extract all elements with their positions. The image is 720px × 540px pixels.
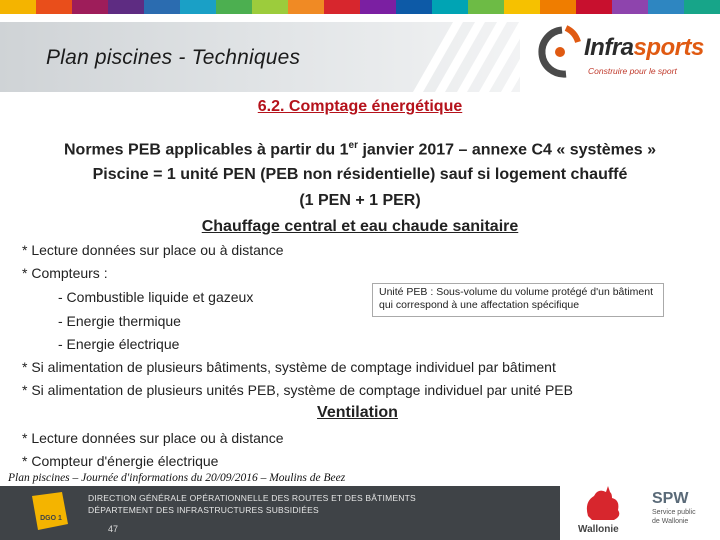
logo-wordmark: Infrasports <box>584 34 704 61</box>
top-strip-segment <box>576 0 612 14</box>
top-strip-segment <box>72 0 108 14</box>
top-strip-segment <box>612 0 648 14</box>
top-color-strip <box>0 0 720 14</box>
list-item: * Lecture données sur place ou à distance <box>22 242 284 258</box>
top-strip-segment <box>36 0 72 14</box>
top-strip-segment <box>648 0 684 14</box>
top-strip-segment <box>216 0 252 14</box>
norms-line: Normes PEB applicables à partir du 1er janvier 2017 – annexe C4 « systèmes » <box>64 140 656 159</box>
top-strip-segment <box>288 0 324 14</box>
section-title: 6.2. Comptage énergétique <box>257 98 463 115</box>
infrasports-logo-icon <box>536 24 582 84</box>
list-item: * Si alimentation de plusieurs unités PEB, système de comptage individuel par unité PEB <box>22 382 573 398</box>
spw-sub-2: de Wallonie <box>652 518 689 525</box>
spw-logo <box>652 490 712 526</box>
list-item: * Si alimentation de plusieurs bâtiments, système de comptage individuel par bâtiment <box>22 359 556 375</box>
wallonie-label: Wallonie <box>578 524 619 535</box>
page-title: Plan piscines - Techniques <box>46 46 301 69</box>
dgo-badge-icon <box>18 490 78 536</box>
page-number: 47 <box>108 524 119 534</box>
footer-line-2: DÉPARTEMENT DES INFRASTRUCTURES SUBSIDIÉES <box>88 505 319 515</box>
logo-tagline: Construire pour le sport <box>588 66 677 76</box>
piscine-line: Piscine = 1 unité PEN (PEB non résidentielle) sauf si logement chauffé <box>92 166 628 183</box>
spw-title: SPW <box>652 490 689 507</box>
top-strip-segment <box>144 0 180 14</box>
top-strip-segment <box>0 0 36 14</box>
top-strip-segment <box>504 0 540 14</box>
footer-department <box>88 492 558 537</box>
footer-line-1: DIRECTION GÉNÉRALE OPÉRATIONNELLE DES ROUTES ET DES BÂTIMENTS <box>88 493 416 503</box>
top-strip-segment <box>252 0 288 14</box>
footer <box>0 486 720 540</box>
top-strip-segment <box>396 0 432 14</box>
top-strip-segment <box>324 0 360 14</box>
heating-heading: Chauffage central et eau chaude sanitaire <box>201 218 519 235</box>
list-item: - Energie thermique <box>58 313 181 329</box>
top-strip-segment <box>684 0 720 14</box>
top-strip-segment <box>180 0 216 14</box>
top-strip-segment <box>468 0 504 14</box>
dgo-badge-label: DGO 1 <box>40 515 62 522</box>
infrasports-logo <box>536 22 716 88</box>
footer-band <box>0 486 560 540</box>
top-strip-segment <box>108 0 144 14</box>
list-item: * Compteur d'énergie électrique <box>22 453 219 469</box>
list-item: * Lecture données sur place ou à distance <box>22 430 284 446</box>
top-strip-segment <box>360 0 396 14</box>
list-item: - Energie électrique <box>58 336 180 352</box>
pen-per-line: (1 PEN + 1 PER) <box>299 192 421 209</box>
list-item: - Combustible liquide et gazeux <box>58 289 254 305</box>
footer-event-note: Plan piscines – Journée d'informations du 20/09/2016 – Moulins de Beez <box>8 472 346 484</box>
header-stripes <box>395 22 525 92</box>
peb-unit-note: Unité PEB : Sous-volume du volume protégé d'un bâtiment qui correspond à une affectation spécifique <box>372 283 664 317</box>
top-strip-segment <box>432 0 468 14</box>
footer-logos <box>560 486 720 540</box>
spw-sub-1: Service public <box>652 509 696 516</box>
list-item: * Compteurs : <box>22 265 108 281</box>
ventilation-heading: Ventilation <box>317 404 398 421</box>
wallonie-rooster-icon <box>578 486 628 524</box>
top-strip-segment <box>540 0 576 14</box>
